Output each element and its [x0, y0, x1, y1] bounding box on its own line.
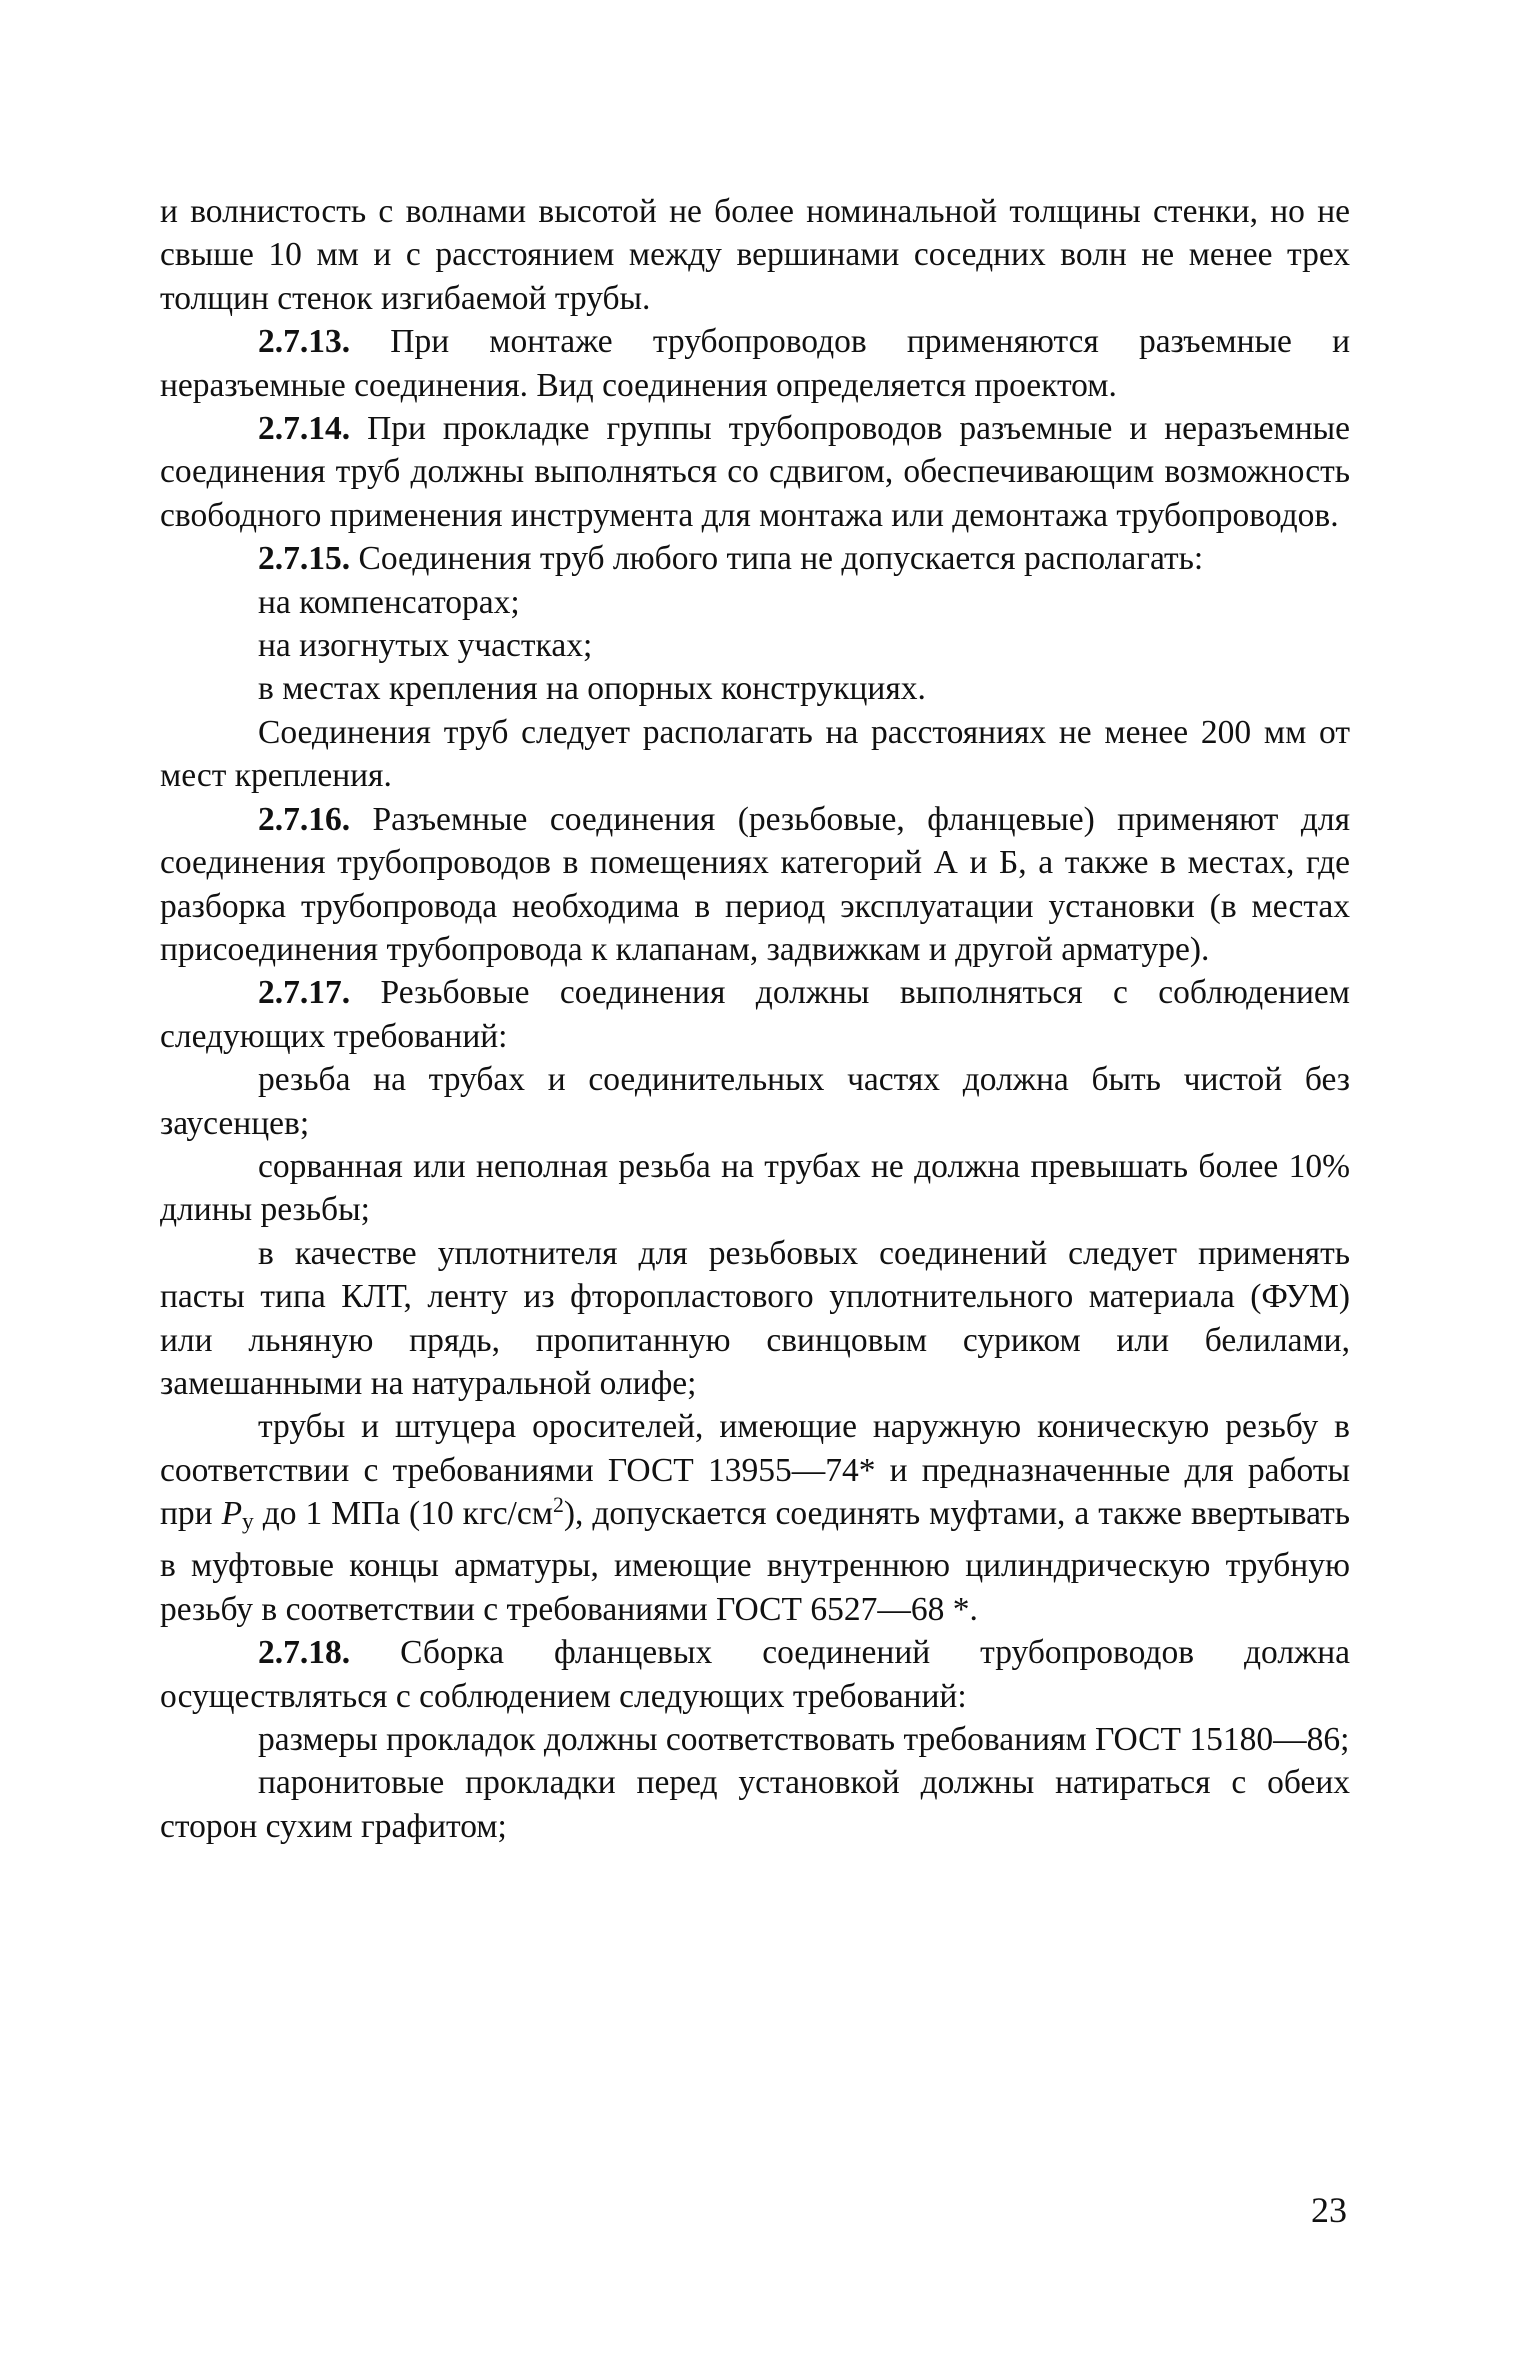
pressure-symbol: P: [221, 1495, 243, 1533]
pressure-subscript: у: [242, 1508, 254, 1535]
paragraph-text: Резьбовые соединения должны выполняться с соблюдением следующих требований:: [160, 974, 1351, 1055]
list-item: паронитовые прокладки перед установкой должны натираться с обеих сторон сухим графитом;: [160, 1764, 1350, 1845]
paragraph-2-7-18: [160, 1631, 1350, 1718]
paragraph-2-7-17: [160, 971, 1350, 1058]
paragraph-number: 2.7.13.: [258, 323, 351, 361]
list-item: размеры прокладок должны соответствовать требованиям ГОСТ 15180—86;: [258, 1720, 1350, 1758]
paragraph-2-7-14: [160, 407, 1350, 537]
list-item: сорванная или неполная резьба на трубах не должна превышать более 10% длины резьбы;: [160, 1147, 1350, 1229]
paragraph-number: 2.7.16.: [258, 800, 351, 838]
paragraph-number: 2.7.17.: [258, 974, 351, 1012]
paragraph-2-7-13: [160, 320, 1350, 407]
paragraph-2-7-15: [160, 537, 1350, 580]
paragraph-number: 2.7.15.: [258, 540, 351, 578]
paragraph-text: Разъемные соединения (резьбовые, фланцевые) применяют для соединения трубопроводов в помещениях категорий А и Б, а также в местах, где разборка трубопровода необходима в период эксплуатации установки (в местах присоединения трубопровода к клапанам, задвижкам и другой арматуре).: [160, 800, 1350, 968]
body-text: [160, 190, 1350, 1848]
paragraph-continuation: и волнистость с волнами высотой не более номинальной толщины стенки, но не свыше 10 мм и с расстоянием между вершинами соседних волн не менее трех толщин стенок изгибаемой трубы.: [160, 193, 1350, 317]
paragraph: Соединения труб следует располагать на расстояниях не менее 200 мм от мест крепления.: [160, 713, 1350, 795]
list-item: на изогнутых участках;: [258, 627, 593, 665]
list-item: в качестве уплотнителя для резьбовых соединений следует применять пасты типа КЛТ, ленту из фторопластового уплотнительного материала (ФУМ) или льняную прядь, пропитанную свинцовым суриком или белилами, замешанными на натуральной олифе;: [160, 1234, 1350, 1402]
list-item: резьба на трубах и соединительных частях должна быть чистой без заусенцев;: [160, 1061, 1350, 1142]
list-item-gost-13955: трубы и штуцера оросителей, имеющие наружную коническую резьбу в соответствии с требованиями ГОСТ 13955—74* и предназначенные для работы при $P_у$ до 1 МПа (10 кгс/$см^2$), допускается соединять муфтами, а также ввертывать в муфтовые концы арматуры, имеющие внутреннюю цилиндрическую трубную резьбу в соответствии с требованиями ГОСТ 6527—68 *.: [160, 1408, 1351, 1628]
paragraph-text: Сборка фланцевых соединений трубопроводов должна осуществляться с соблюдением следующих требований:: [160, 1634, 1351, 1715]
paragraph-number: 2.7.14.: [258, 410, 351, 448]
paragraph-number: 2.7.18.: [258, 1634, 351, 1672]
paragraph-text: При монтаже трубопроводов применяются разъемные и неразъемные соединения. Вид соединения определяется проектом.: [160, 323, 1350, 404]
paragraph-text: Соединения труб любого типа не допускается располагать:: [358, 540, 1204, 578]
unit-superscript: 2: [552, 1493, 564, 1518]
list-item: в местах крепления на опорных конструкциях.: [258, 670, 926, 708]
paragraph-2-7-16: [160, 798, 1350, 972]
paragraph-text: При прокладке группы трубопроводов разъемные и неразъемные соединения труб должны выполняться со сдвигом, обеспечивающим возможность свободного применения инструмента для монтажа или демонтажа трубопроводов.: [160, 410, 1350, 534]
list-item: на компенсаторах;: [258, 583, 520, 621]
page-number: 23: [1311, 2190, 1347, 2230]
